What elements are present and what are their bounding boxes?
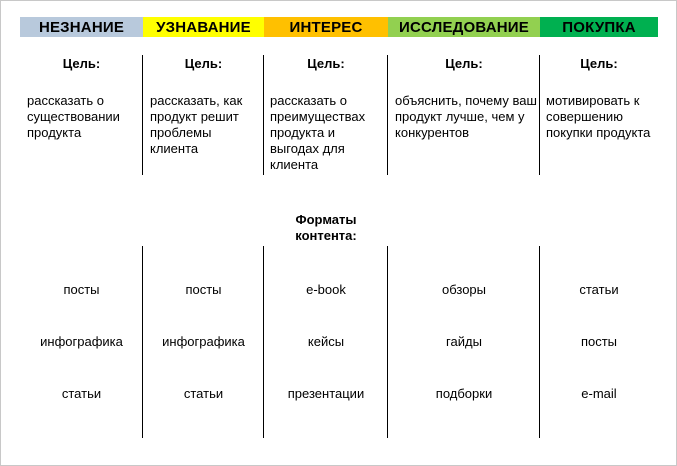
format-item: инфографика: [40, 334, 123, 349]
stage-research: ИССЛЕДОВАНИЕ: [388, 17, 540, 37]
format-item: обзоры: [441, 282, 486, 297]
goal-label: Цель:: [307, 56, 345, 71]
stage-purchase: ПОКУПКА: [540, 17, 658, 37]
format-item: e-mail: [581, 386, 617, 401]
format-item: посты: [63, 282, 100, 297]
goal-label: Цель:: [184, 56, 223, 71]
divider-upper-1: [142, 55, 143, 175]
goal-label: Цель:: [580, 56, 618, 71]
goal-label: Цель:: [445, 56, 483, 71]
format-item: статьи: [183, 386, 224, 401]
format-item: гайды: [446, 334, 482, 349]
content-formats-title: Форматы контента:: [295, 212, 357, 243]
format-item: e-book: [306, 282, 346, 297]
format-item: кейсы: [307, 334, 345, 349]
goal-text-purchase: мотивировать к совершению покупки продукта: [546, 93, 651, 140]
format-item: инфографика: [162, 334, 245, 349]
format-item: посты: [185, 282, 222, 297]
goal-label: Цель:: [62, 56, 101, 71]
goal-text-unawareness: рассказать о существовании продукта: [27, 93, 120, 140]
stage-unawareness: НЕЗНАНИЕ: [20, 17, 143, 37]
goal-text-interest: рассказать о преимуществах продукта и выгодах для клиента: [270, 93, 366, 172]
format-item: подборки: [435, 386, 493, 401]
divider-upper-2: [263, 55, 264, 175]
format-item: статьи: [579, 282, 619, 297]
divider-upper-4: [539, 55, 540, 175]
format-item: посты: [580, 334, 618, 349]
goal-text-research: объяснить, почему ваш продукт лучше, чем у конкурентов: [395, 93, 537, 140]
divider-upper-3: [387, 55, 388, 175]
stage-awareness: УЗНАВАНИЕ: [143, 17, 264, 37]
stage-interest: ИНТЕРЕС: [264, 17, 388, 37]
goal-text-awareness: рассказать, как продукт решит проблемы клиента: [150, 93, 243, 156]
format-item: статьи: [61, 386, 102, 401]
format-item: презентации: [287, 386, 365, 401]
